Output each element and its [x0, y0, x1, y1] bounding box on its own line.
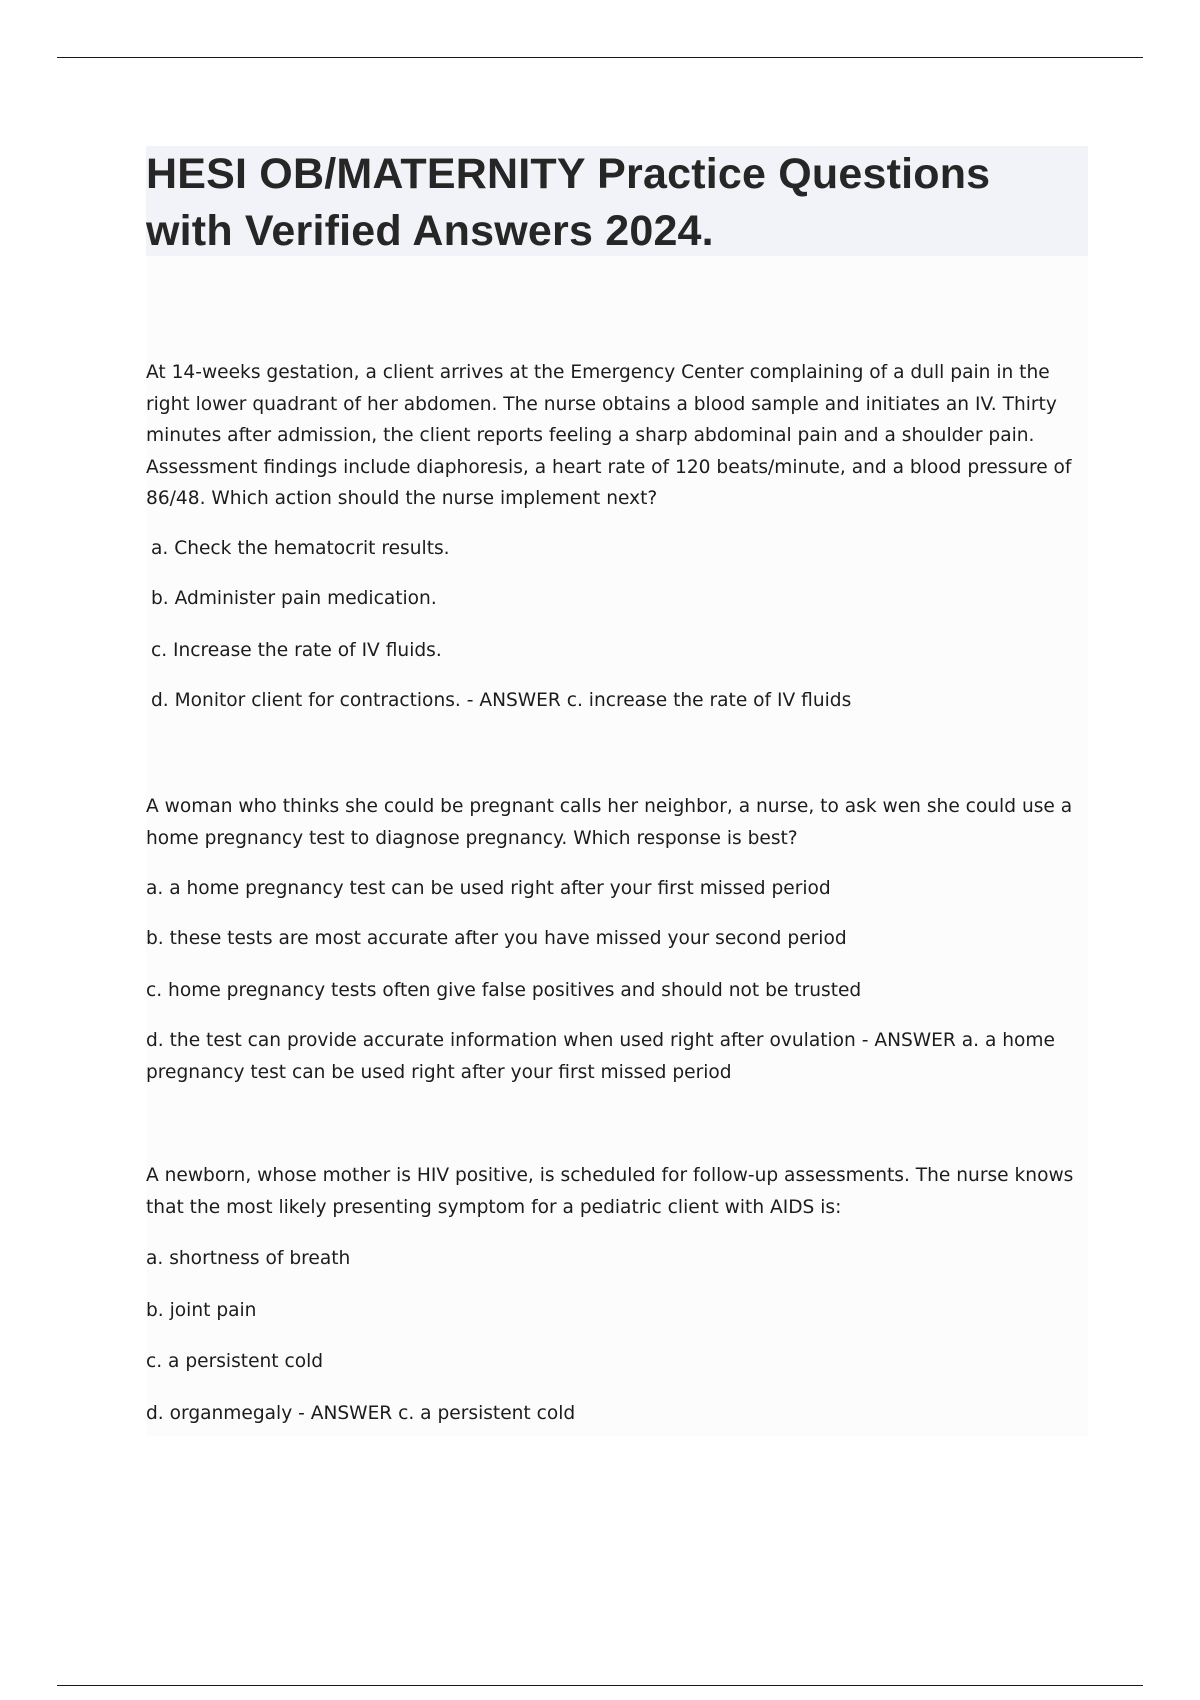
- question-1-option-b: b. Administer pain medication.: [151, 587, 437, 609]
- question-3-option-c: c. a persistent cold: [146, 1351, 324, 1372]
- question-3-option-b: b. joint pain: [146, 1300, 257, 1321]
- question-1-option-a: a. Check the hematocrit results.: [151, 537, 450, 559]
- question-3-option-d-answer: d. organmegaly - ANSWER c. a persistent cold: [146, 1403, 576, 1424]
- question-1: [146, 357, 1086, 716]
- top-rule: [57, 57, 1143, 58]
- question-1-text: At 14-weeks gestation, a client arrives at the Emergency Center complaining of a dull pain in the right lower quadrant of her abdomen. The nurse obtains a blood sample and initiates an IV. Thirty minutes after admission, the client reports feeling a sharp abdominal pain and a shoulder pain. Assessment findings include diaphoresis, a heart rate of 120 beats/minute, and a blood pressure of 86/48. Which action should the nurse implement next?: [146, 362, 1072, 509]
- question-2-option-b: b. these tests are most accurate after you have missed your second period: [146, 928, 847, 949]
- question-2-option-a: a. a home pregnancy test can be used right after your first missed period: [146, 878, 831, 899]
- question-1-option-c: c. Increase the rate of IV fluids.: [151, 639, 442, 661]
- question-2-text: A woman who thinks she could be pregnant calls her neighbor, a nurse, to ask wen she could use a home pregnancy test to diagnose pregnancy. Which response is best?: [146, 796, 1073, 849]
- question-3-option-a: a. shortness of breath: [146, 1248, 351, 1269]
- question-2-option-d-answer: d. the test can provide accurate information when used right after ovulation - ANSWER a. a home pregnancy test can be used right after your first missed period: [146, 1030, 1055, 1083]
- bottom-rule: [57, 1685, 1143, 1686]
- question-2: [146, 791, 1086, 1089]
- document-title: HESI OB/MATERNITY Practice Questions with Verified Answers 2024.: [146, 150, 991, 255]
- question-3-text: A newborn, whose mother is HIV positive, is scheduled for follow-up assessments. The nurse knows that the most likely presenting symptom for a pediatric client with AIDS is:: [146, 1165, 1074, 1218]
- question-3: [146, 1160, 1086, 1429]
- question-1-option-d-answer: d. Monitor client for contractions. - ANSWER c. increase the rate of IV fluids: [151, 689, 852, 711]
- question-2-option-c: c. home pregnancy tests often give false positives and should not be trusted: [146, 980, 862, 1001]
